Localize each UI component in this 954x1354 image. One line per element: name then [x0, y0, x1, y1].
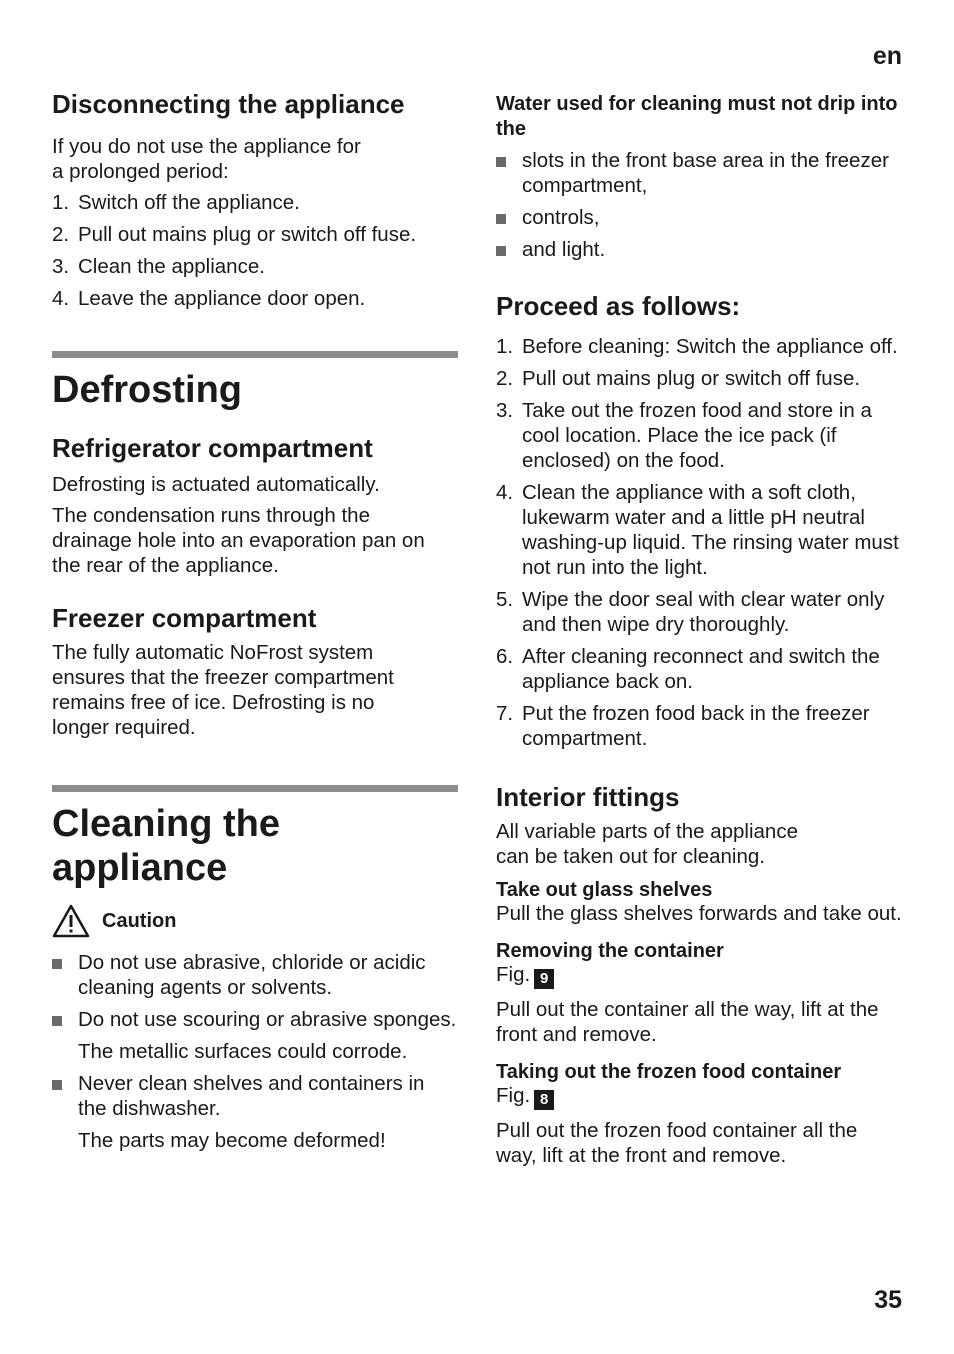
water-list — [496, 148, 906, 262]
list-item: Never clean shelves and containers in the dishwasher. — [52, 1071, 458, 1121]
disconnecting-steps — [52, 190, 458, 311]
language-code: en — [872, 42, 902, 70]
list-item: slots in the front base area in the freezer compartment, — [496, 148, 906, 198]
disconnecting-heading: Disconnecting the appliance — [52, 89, 405, 119]
list-item: and light. — [496, 237, 906, 262]
figure-number-badge: 9 — [534, 969, 554, 989]
cleaning-heading: Cleaning the appliance — [52, 803, 281, 889]
frozen-container-heading: Taking out the frozen food container — [496, 1061, 842, 1083]
glass-shelves-text: Pull the glass shelves forwards and take out. — [496, 902, 902, 925]
proceed-heading: Proceed as follows: — [496, 291, 741, 321]
refrigerator-text-2: The condensation runs through the drainage hole into an evaporation pan on the rear of the appliance. — [52, 504, 425, 577]
container-text: Pull out the container all the way, lift at the front and remove. — [496, 998, 879, 1046]
container-fig-ref: Fig. 9 — [496, 962, 906, 989]
water-heading: Water used for cleaning must not drip into the — [496, 93, 898, 140]
refrigerator-heading: Refrigerator compartment — [52, 433, 373, 463]
bullet-icon — [52, 959, 62, 969]
page-number: 35 — [874, 1286, 902, 1314]
caution-notice — [52, 904, 458, 938]
glass-shelves-heading: Take out glass shelves — [496, 879, 713, 901]
left-column — [52, 88, 458, 1160]
interior-heading: Interior fittings — [496, 782, 680, 812]
section-divider — [52, 351, 458, 358]
interior-intro: All variable parts of the appliance can be taken out for cleaning. — [496, 820, 798, 868]
list-item: 7. Put the frozen food back in the freezer compartment. — [496, 702, 870, 750]
list-item: 3. Clean the appliance. — [52, 255, 265, 278]
list-item: 1. Before cleaning: Switch the appliance off. — [496, 335, 898, 358]
list-item: Do not use abrasive, chloride or acidic cleaning agents or solvents. — [52, 950, 458, 1000]
bullet-icon — [496, 246, 506, 256]
bullet-icon — [52, 1016, 62, 1026]
caution-label: Caution — [102, 909, 177, 932]
container-heading: Removing the container — [496, 940, 724, 962]
frozen-container-text: Pull out the frozen food container all the way, lift at the front and remove. — [496, 1119, 858, 1167]
caution-list — [52, 950, 458, 1032]
refrigerator-text-1: Defrosting is actuated automatically. — [52, 473, 380, 496]
list-item: 6. After cleaning reconnect and switch the appliance back on. — [496, 645, 880, 693]
frozen-container-fig-ref: Fig. 8 — [496, 1083, 906, 1110]
figure-number-badge: 8 — [534, 1090, 554, 1110]
list-item: controls, — [496, 205, 906, 230]
caution-list-continued — [52, 1071, 458, 1121]
list-item: 2. Pull out mains plug or switch off fuse. — [52, 223, 417, 246]
disconnecting-intro: If you do not use the appliance for a prolonged period: — [52, 135, 361, 183]
list-item: 5. Wipe the door seal with clear water only and then wipe dry thoroughly. — [496, 588, 885, 636]
section-divider — [52, 785, 458, 792]
caution-note: The metallic surfaces could corrode. — [78, 1040, 408, 1063]
list-item: 4. Leave the appliance door open. — [52, 287, 366, 310]
freezer-heading: Freezer compartment — [52, 603, 317, 633]
list-item: Do not use scouring or abrasive sponges. — [52, 1007, 458, 1032]
bullet-icon — [52, 1080, 62, 1090]
right-column — [496, 92, 906, 1168]
proceed-steps — [496, 334, 906, 751]
list-item: 2. Pull out mains plug or switch off fuse. — [496, 367, 861, 390]
list-item: 3. Take out the frozen food and store in a cool location. Place the ice pack (if enclosed) on the food. — [496, 399, 872, 472]
freezer-text: The fully automatic NoFrost system ensures that the freezer compartment remains free of ice. Defrosting is no longer required. — [52, 641, 394, 739]
list-item: 4. Clean the appliance with a soft cloth, lukewarm water and a little pH neutral washing-up liquid. The rinsing water must not run into the light. — [496, 481, 899, 579]
warning-triangle-icon — [52, 904, 90, 938]
bullet-icon — [496, 214, 506, 224]
defrosting-heading: Defrosting — [52, 369, 242, 411]
bullet-icon — [496, 157, 506, 167]
list-item: 1. Switch off the appliance. — [52, 191, 300, 214]
caution-note: The parts may become deformed! — [78, 1129, 386, 1152]
